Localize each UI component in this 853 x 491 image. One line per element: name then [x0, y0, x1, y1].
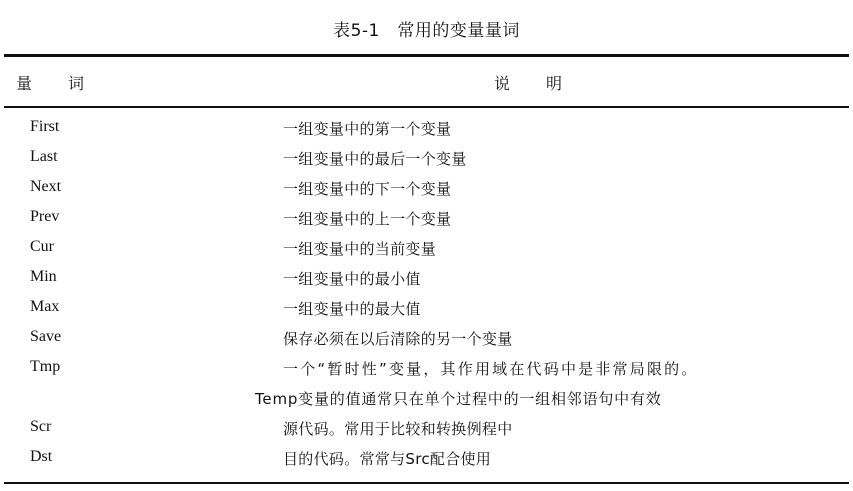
row-description: 保存必须在以后清除的另一个变量	[283, 330, 513, 348]
row-term: Min	[30, 268, 57, 285]
row-description: 一组变量中的第一个变量	[283, 120, 452, 138]
row-term: Dst	[30, 448, 53, 465]
row-description: 一组变量中的最小值	[283, 270, 421, 288]
column-header-term	[16, 71, 84, 94]
row-description: 一组变量中的下一个变量	[283, 180, 452, 198]
table-row	[0, 264, 853, 294]
row-term: Cur	[30, 238, 54, 255]
header-term-char-2: 词	[68, 74, 85, 93]
header-desc-char-1: 说	[494, 74, 511, 93]
row-term: Prev	[30, 208, 60, 225]
row-term: Next	[30, 178, 62, 195]
row-term: Max	[30, 298, 60, 315]
table-row	[0, 234, 853, 264]
row-description: 一组变量中的当前变量	[283, 240, 437, 258]
row-description: 一组变量中的上一个变量	[283, 210, 452, 228]
row-description: Temp变量的值通常只在单个过程中的一组相邻语句中有效	[255, 390, 662, 408]
row-description: 一组变量中的最大值	[283, 300, 421, 318]
table-row	[0, 354, 853, 384]
table-row-continuation	[0, 384, 853, 414]
header-desc-char-2: 明	[546, 74, 563, 93]
row-description: 一组变量中的最后一个变量	[283, 150, 467, 168]
table-row	[0, 204, 853, 234]
top-rule	[4, 54, 849, 57]
row-term: Save	[30, 328, 62, 345]
table-row	[0, 414, 853, 444]
table-row	[0, 324, 853, 354]
table-caption: 表5-1 常用的变量量词	[333, 21, 520, 41]
column-header-description	[494, 71, 562, 94]
table-body	[0, 114, 853, 474]
table-row	[0, 114, 853, 144]
table-row	[0, 444, 853, 474]
row-description: 源代码。常用于比较和转换例程中	[283, 420, 513, 438]
table-row	[0, 144, 853, 174]
row-term: First	[30, 118, 60, 135]
row-description: 目的代码。常常与Src配合使用	[283, 450, 492, 468]
table-row	[0, 174, 853, 204]
row-description: 一个“暂时性”变量，其作用域在代码中是非常局限的。	[283, 360, 699, 378]
header-rule	[4, 106, 849, 108]
header-term-char-1: 量	[16, 74, 33, 93]
row-term: Tmp	[30, 358, 61, 375]
row-term: Last	[30, 148, 58, 165]
row-term: Scr	[30, 418, 52, 435]
bottom-rule	[4, 482, 849, 484]
table-row	[0, 294, 853, 324]
